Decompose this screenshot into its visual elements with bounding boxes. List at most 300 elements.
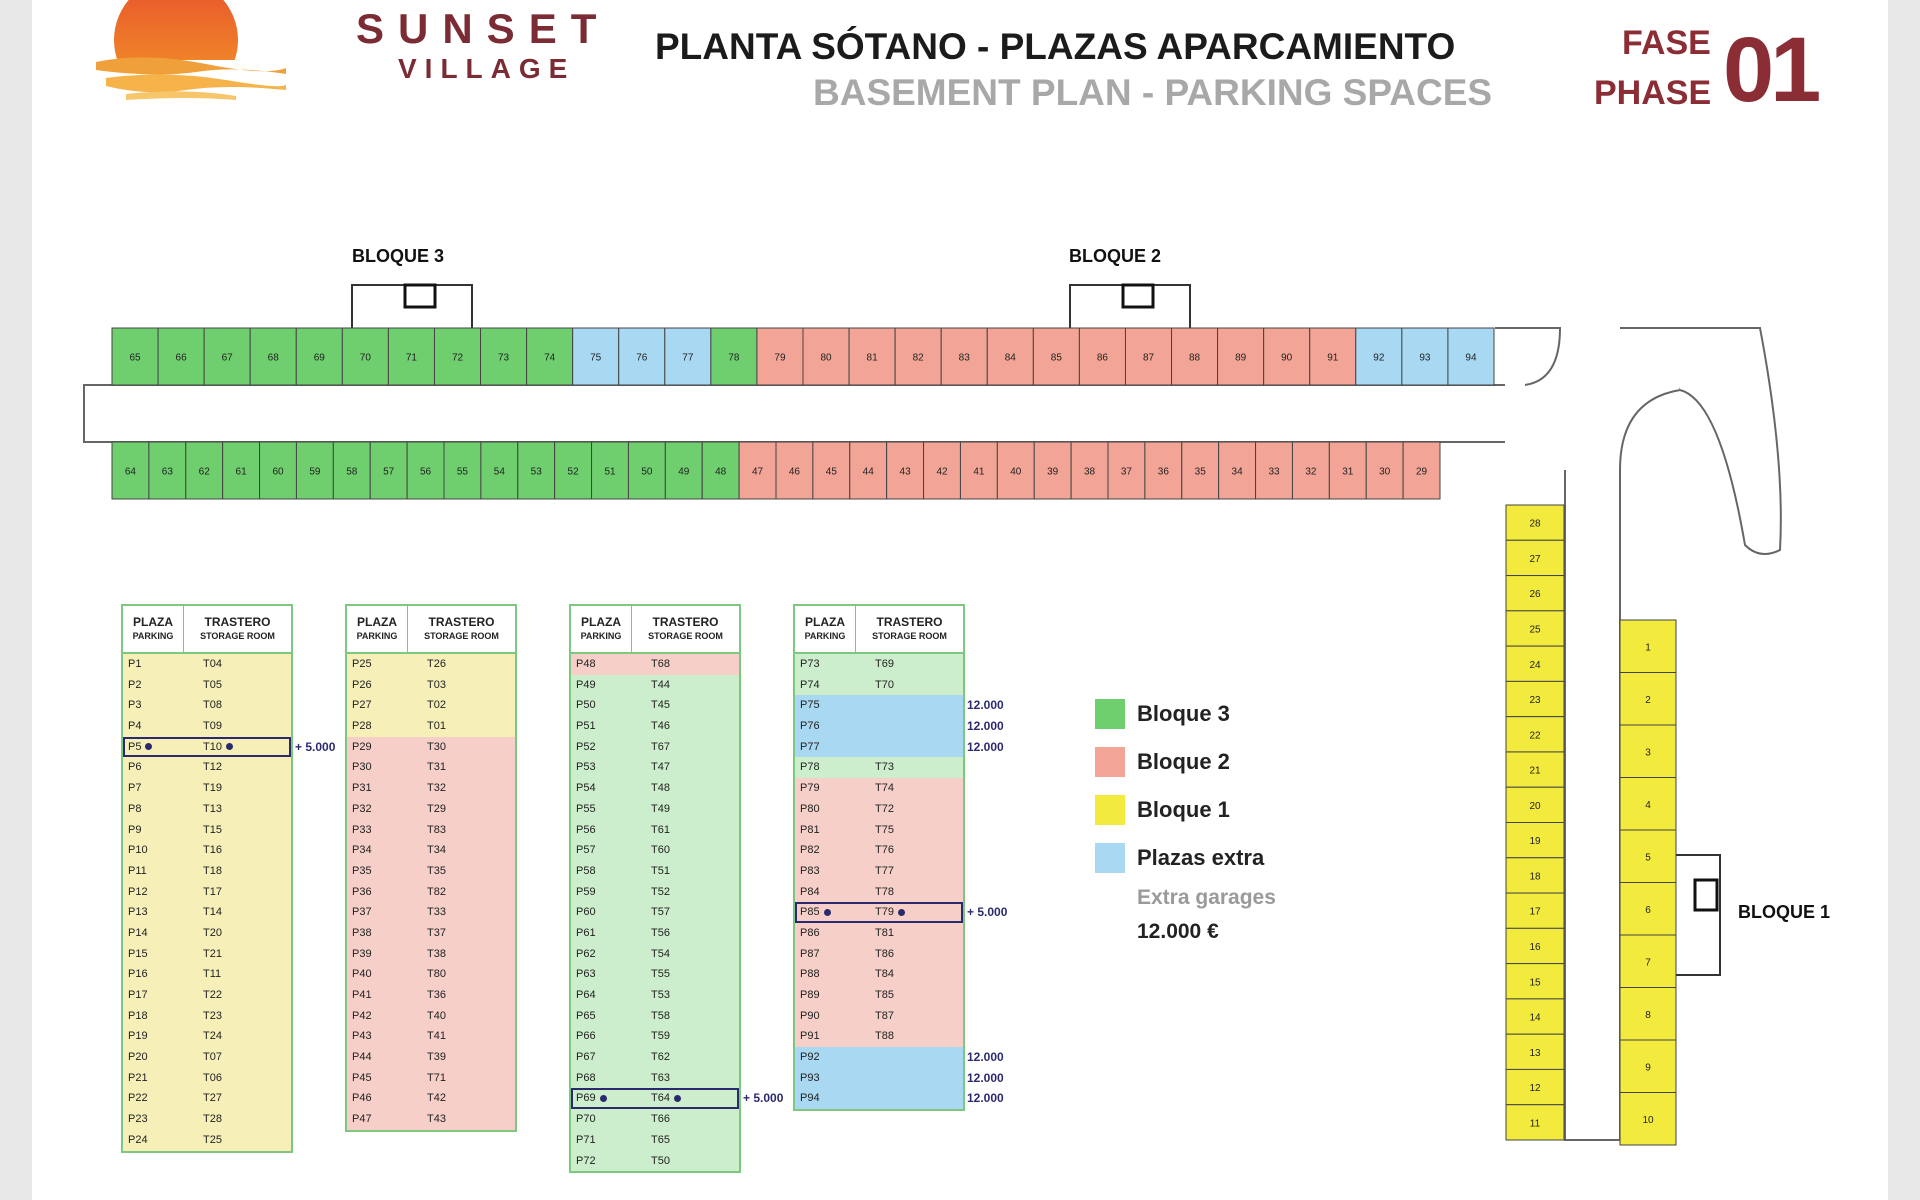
table-row [347,1109,515,1130]
parking-space-30-number: 30 [1379,466,1391,478]
parking-space-17 [1506,893,1564,928]
parking-space-20 [1506,787,1564,822]
legend-extra-subtitle: Extra garages [1137,886,1276,909]
trastero-cell: T46 [651,720,670,733]
plaza-cell: P80 [800,802,820,815]
parking-space-71 [388,328,434,385]
extra-price-note: 12.000 [967,698,1004,713]
parking-space-65-number: 65 [129,352,141,364]
table-row [795,716,1004,737]
table-row [571,737,739,758]
parking-space-14-number: 14 [1529,1012,1541,1024]
legend-label-bloque2: Bloque 2 [1137,749,1230,774]
parking-space-29-number: 29 [1415,466,1428,478]
col-plaza-sub: PARKING [356,631,398,641]
col-trastero [184,606,291,652]
parking-space-15-number: 15 [1529,977,1541,989]
legend-swatch-bloque2 [1095,747,1125,777]
table-row [347,964,515,985]
parking-space-69 [296,328,342,385]
parking-space-19 [1506,823,1564,858]
table-row [571,923,739,944]
parking-space-4-number: 4 [1645,799,1651,811]
parking-space-37-number: 37 [1120,466,1133,478]
plaza-cell: P52 [576,740,596,753]
table-row [123,1006,291,1027]
trastero-cell: T13 [203,802,222,815]
parking-space-31 [1329,442,1366,499]
parking-space-61-number: 61 [235,466,247,478]
parking-space-40 [997,442,1034,499]
table-row [347,944,515,965]
trastero-cell: T74 [875,782,894,795]
table-row [347,840,515,861]
trastero-cell: T64 [631,1088,739,1109]
col-trastero-sub: STORAGE ROOM [424,631,499,641]
trastero-cell: T08 [203,699,222,712]
trastero-cell: T54 [651,947,670,960]
table-row [571,964,739,985]
extra-price-note: 12.000 [967,1070,1004,1085]
table-row [571,716,739,737]
trastero-cell: T79 [855,902,963,923]
parking-space-3 [1620,725,1676,778]
trastero-cell: T36 [427,989,446,1001]
parking-space-10 [1620,1093,1676,1146]
trastero-cell: T58 [651,1009,670,1022]
table-row [123,799,291,820]
plaza-cell: P19 [128,1030,148,1043]
parking-space-48 [702,442,739,499]
parking-space-79 [757,328,803,385]
plaza-cell: P62 [576,947,596,960]
plaza-cell: P17 [128,989,148,1001]
table-row [123,695,291,716]
table-row [123,985,291,1006]
trastero-cell: T57 [651,906,670,919]
parking-table-4 [793,604,1008,1111]
plaza-cell: P88 [800,968,820,981]
parking-space-26-number: 26 [1529,589,1541,601]
table-row [347,985,515,1006]
table-row [571,944,739,965]
plaza-cell: P58 [576,864,596,877]
parking-space-12-number: 12 [1529,1083,1541,1095]
parking-space-80-number: 80 [820,352,832,364]
plaza-cell: P67 [576,1051,596,1064]
page-title: PLANTA SÓTANO - PLAZAS APARCAMIENTO [655,26,1456,67]
plaza-cell: P72 [576,1154,596,1167]
parking-space-76 [619,328,665,385]
parking-space-63 [149,442,186,499]
col-plaza-label: PLAZA [133,615,173,629]
parking-space-77-number: 77 [682,352,694,364]
parking-space-32 [1292,442,1329,499]
parking-space-49 [665,442,702,499]
parking-space-54-number: 54 [493,466,505,478]
table-row [347,1088,515,1109]
table-row [571,902,739,923]
trastero-cell: T66 [651,1113,670,1126]
parking-space-70 [342,328,388,385]
parking-space-2 [1620,673,1676,726]
parking-space-92-number: 92 [1373,352,1385,364]
trastero-cell: T29 [427,802,446,815]
trastero-cell: T21 [203,947,222,960]
parking-space-43-number: 43 [899,466,911,478]
parking-space-22 [1506,717,1564,752]
plaza-cell: P43 [352,1030,372,1043]
table-row [571,695,739,716]
plaza-cell: P30 [352,761,372,774]
table-header [571,606,739,654]
trastero-cell: T22 [203,989,222,1001]
table-row [795,1088,1004,1109]
plaza-cell: P27 [352,699,372,712]
table-row [795,944,963,965]
table-row [123,861,291,882]
parking-space-16 [1506,928,1564,963]
parking-space-94 [1448,328,1494,385]
trastero-cell: T84 [875,968,894,981]
table-row [123,1068,291,1089]
trastero-cell: T11 [203,968,222,981]
trastero-cell: T41 [427,1030,446,1043]
parking-space-66-number: 66 [175,352,187,364]
phase-label-en: PHASE [1594,74,1712,112]
trastero-cell: T45 [651,699,670,712]
trastero-cell: T88 [875,1030,894,1043]
plaza-cell: P61 [576,926,596,939]
plaza-cell: P48 [576,658,596,670]
parking-space-91 [1310,328,1356,385]
plaza-cell: P45 [352,1071,372,1084]
parking-space-36 [1145,442,1182,499]
plaza-cell: P54 [576,782,596,795]
table-row [571,1068,739,1089]
highlight-dot-icon [674,1095,681,1102]
col-trastero-sub: STORAGE ROOM [872,631,947,641]
trastero-cell: T87 [875,1009,894,1022]
table-row [795,675,963,696]
brand-subname: VILLAGE [398,53,576,84]
parking-space-23 [1506,681,1564,716]
plaza-cell: P35 [352,864,372,877]
parking-space-23-number: 23 [1529,695,1541,707]
parking-space-17-number: 17 [1529,906,1541,918]
trastero-cell: T27 [203,1092,222,1105]
parking-space-24-number: 24 [1529,659,1541,671]
plaza-cell: P15 [128,947,148,960]
plaza-cell: P60 [576,906,596,919]
parking-space-74-number: 74 [544,352,556,364]
trastero-cell: T24 [203,1030,222,1043]
plaza-cell: P22 [128,1092,148,1105]
plaza-cell: P24 [128,1133,148,1146]
brand-name: SUNSET [356,5,611,52]
table-row [795,1068,1004,1089]
col-plaza [571,606,632,652]
parking-space-38-number: 38 [1083,466,1096,478]
trastero-cell: T65 [651,1133,670,1146]
parking-space-79-number: 79 [774,352,786,364]
parking-space-9-number: 9 [1645,1062,1651,1074]
plaza-cell: P75 [800,699,820,712]
plaza-cell: P26 [352,678,372,691]
trastero-cell: T67 [651,740,670,753]
parking-space-89-number: 89 [1235,352,1247,364]
plaza-cell: P83 [800,864,820,877]
table-row [795,882,963,903]
trastero-cell: T85 [875,989,894,1001]
trastero-cell: T37 [427,926,446,939]
plaza-cell: P9 [128,823,142,836]
plaza-cell: P87 [800,947,820,960]
parking-space-5 [1620,830,1676,883]
plaza-cell: P14 [128,926,148,939]
table-row [571,820,739,841]
plaza-cell: P84 [800,885,820,898]
plaza-cell: P47 [352,1113,372,1126]
parking-space-54 [481,442,518,499]
trastero-cell: T59 [651,1030,670,1043]
parking-space-42-number: 42 [936,466,948,478]
legend-swatch-extra [1095,843,1125,873]
trastero-cell: T72 [875,802,894,815]
parking-space-39-number: 39 [1047,466,1059,478]
trastero-cell: T04 [203,658,222,670]
parking-space-57-number: 57 [383,466,395,478]
table-row [347,737,515,758]
trastero-cell [855,737,963,758]
trastero-cell: T68 [651,658,670,670]
table-row [123,654,291,675]
trastero-cell: T28 [203,1113,222,1126]
parking-space-85 [1033,328,1079,385]
parking-space-34-number: 34 [1231,466,1243,478]
plaza-cell: P81 [800,823,820,836]
trastero-cell: T42 [427,1092,446,1105]
parking-space-59-number: 59 [309,466,321,478]
parking-space-78-number: 78 [728,352,740,364]
parking-space-88 [1172,328,1218,385]
parking-space-77 [665,328,711,385]
plaza-cell: P5 [123,737,183,758]
trastero-cell: T81 [875,926,894,939]
table-header [347,606,515,654]
plaza-cell: P64 [576,989,596,1001]
parking-space-64-number: 64 [124,466,137,478]
parking-space-8 [1620,988,1676,1041]
parking-space-28 [1506,505,1564,540]
parking-table-3 [569,604,784,1173]
highlight-dot-icon [824,909,831,916]
plaza-cell: P37 [352,906,372,919]
table-row [347,902,515,923]
plaza-cell: P33 [352,823,372,836]
table-row [347,654,515,675]
plaza-cell: P32 [352,802,372,815]
trastero-cell: T38 [427,947,446,960]
legend-label-extra: Plazas extra [1137,845,1265,870]
table-row [571,675,739,696]
parking-space-39 [1034,442,1071,499]
trastero-cell [855,695,963,716]
plaza-cell: P39 [352,947,372,960]
parking-space-40-number: 40 [1010,466,1022,478]
trastero-cell: T33 [427,906,446,919]
parking-space-73 [481,328,527,385]
parking-space-73-number: 73 [498,352,510,364]
parking-space-86 [1079,328,1125,385]
table-row [571,1130,739,1151]
legend-item-bloque1 [1095,786,1276,834]
trastero-cell: T60 [651,844,670,857]
table-row [795,902,1008,923]
plaza-cell: P89 [800,989,820,1001]
legend-item-extra [1095,834,1276,882]
plaza-cell: P68 [576,1071,596,1084]
plaza-cell: P20 [128,1051,148,1064]
plaza-cell: P77 [800,740,820,753]
table-row [123,840,291,861]
table-row [571,1006,739,1027]
parking-space-33-number: 33 [1268,466,1280,478]
col-plaza [795,606,856,652]
parking-space-80 [803,328,849,385]
col-plaza-sub: PARKING [580,631,622,641]
plaza-cell: P57 [576,844,596,857]
table-row [347,716,515,737]
parking-space-24 [1506,646,1564,681]
trastero-cell: T02 [427,699,446,712]
parking-space-81-number: 81 [866,352,878,364]
parking-space-9 [1620,1040,1676,1093]
parking-space-43 [887,442,924,499]
parking-space-61 [223,442,260,499]
col-trastero-sub: STORAGE ROOM [200,631,275,641]
plaza-cell: P82 [800,844,820,857]
trastero-cell: T06 [203,1071,222,1084]
parking-space-52 [555,442,592,499]
trastero-cell: T01 [427,720,446,733]
trastero-cell: T86 [875,947,894,960]
plaza-cell: P38 [352,926,372,939]
phase-label-es: FASE [1622,24,1711,62]
trastero-cell: T40 [427,1009,446,1022]
parking-space-88-number: 88 [1189,352,1201,364]
trastero-cell: T31 [427,761,446,774]
plaza-cell: P25 [352,658,372,670]
parking-space-32-number: 32 [1305,466,1317,478]
surcharge-note: + 5.000 [743,1091,784,1106]
table-row [123,1026,291,1047]
plaza-cell: P73 [800,658,820,670]
table-row [795,799,963,820]
parking-space-46-number: 46 [788,466,801,478]
trastero-cell: T26 [427,658,446,670]
parking-space-28-number: 28 [1529,518,1541,530]
plaza-cell: P56 [576,823,596,836]
plaza-cell: P16 [128,968,148,981]
table-row [571,840,739,861]
trastero-cell: T17 [203,885,222,898]
legend-extra-price: 12.000 € [1137,920,1219,943]
bloque3-label: BLOQUE 3 [352,246,445,266]
plaza-cell: P44 [352,1051,372,1064]
parking-space-92 [1356,328,1402,385]
col-plaza-label: PLAZA [581,615,621,629]
col-plaza-label: PLAZA [805,615,845,629]
parking-space-91-number: 91 [1327,352,1339,364]
parking-space-66 [158,328,204,385]
trastero-cell [855,1068,963,1089]
parking-space-75-number: 75 [590,352,602,364]
table-row [571,1088,784,1109]
trastero-cell: T52 [651,885,670,898]
parking-space-29 [1403,442,1440,499]
plaza-cell: P12 [128,885,148,898]
table-row [347,1068,515,1089]
parking-space-84 [987,328,1033,385]
plaza-cell: P74 [800,678,820,691]
plaza-cell: P42 [352,1009,372,1022]
parking-space-51-number: 51 [604,466,616,478]
col-trastero-label: TRASTERO [204,615,271,629]
parking-space-52-number: 52 [567,466,579,478]
parking-space-71-number: 71 [405,352,417,364]
table-row [347,695,515,716]
trastero-cell: T49 [651,802,670,815]
plaza-cell: P76 [800,720,820,733]
table-row [123,675,291,696]
trastero-cell: T83 [427,823,446,836]
plaza-cell: P92 [800,1051,820,1064]
table-row [571,882,739,903]
parking-space-64 [112,442,149,499]
extra-price-note: 12.000 [967,1091,1004,1106]
parking-space-25 [1506,611,1564,646]
trastero-cell [855,716,963,737]
parking-space-4 [1620,778,1676,831]
parking-space-26 [1506,576,1564,611]
trastero-cell: T15 [203,823,222,836]
table-row [347,778,515,799]
parking-space-87-number: 87 [1142,352,1155,364]
parking-space-27-number: 27 [1529,553,1541,565]
plaza-cell: P11 [128,864,147,877]
parking-space-6 [1620,883,1676,936]
table-row [123,944,291,965]
plaza-cell: P4 [128,720,142,733]
table-row [123,820,291,841]
parking-space-27 [1506,540,1564,575]
col-plaza [347,606,408,652]
trastero-cell: T07 [203,1051,222,1064]
plaza-cell: P6 [128,761,142,774]
parking-space-83-number: 83 [958,352,970,364]
table-row [571,757,739,778]
trastero-cell: T16 [203,844,222,857]
highlight-dot-icon [600,1095,607,1102]
plaza-cell: P65 [576,1009,596,1022]
trastero-cell [855,1088,963,1109]
plaza-cell: P69 [571,1088,631,1109]
parking-space-94-number: 94 [1465,352,1477,364]
parking-table-2 [345,604,517,1132]
parking-space-11 [1506,1105,1564,1140]
trastero-cell: T61 [651,823,670,836]
